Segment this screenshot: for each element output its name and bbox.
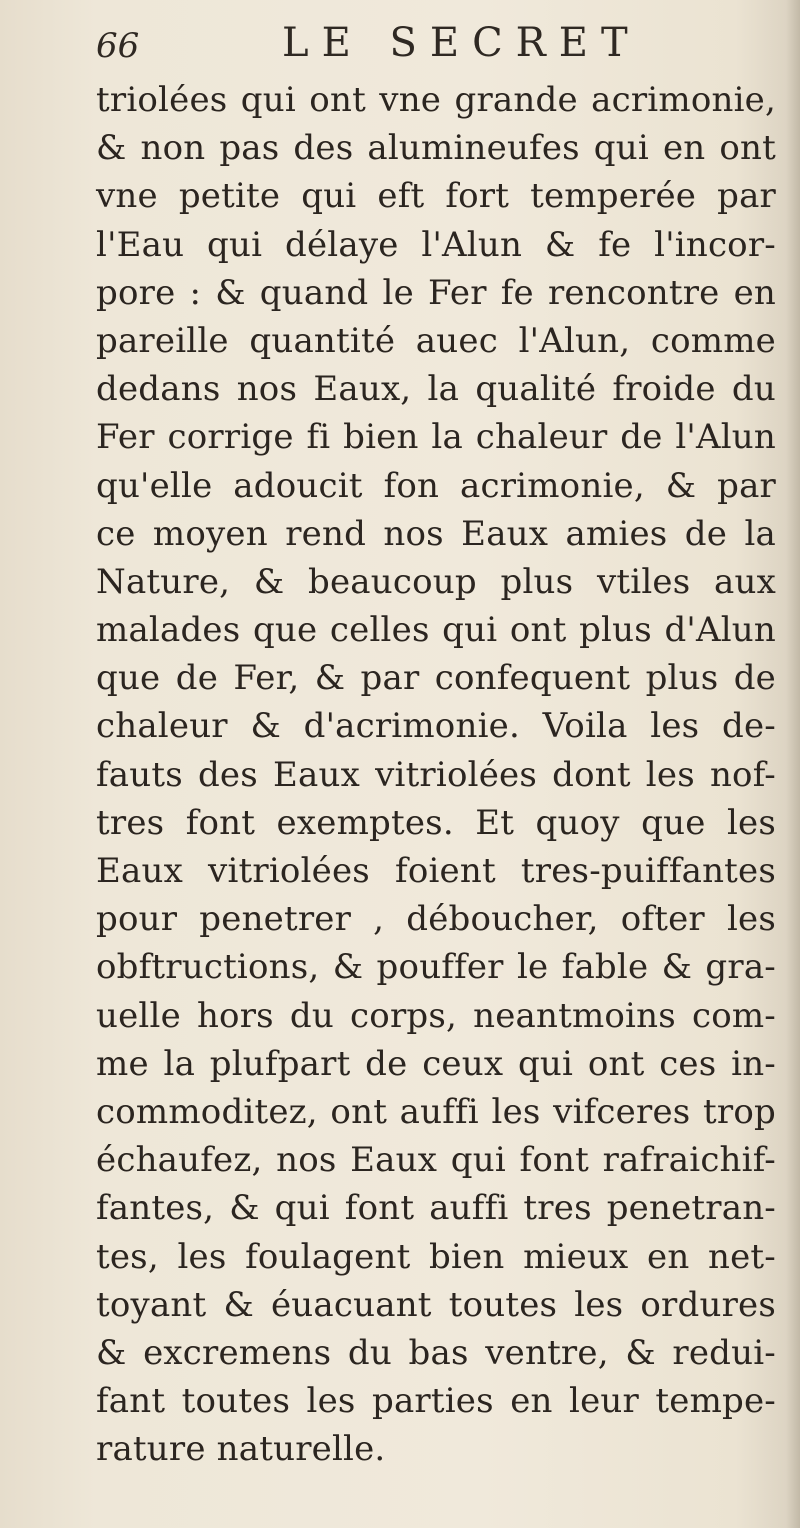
text-line: fantes, & qui font auffi tres penetran- xyxy=(96,1188,776,1229)
running-title: LE SECRET xyxy=(282,20,641,66)
text-line: Fer corrige fi bien la chaleur de l'Alun xyxy=(96,417,776,458)
text-line: pore : & quand le Fer fe rencontre en xyxy=(96,272,776,313)
text-line: fant toutes les parties en leur tempe- xyxy=(96,1381,776,1422)
text-line: me la plufpart de ceux qui ont ces in- xyxy=(96,1043,776,1084)
text-line: Eaux vitriolées foient tres-puiffantes xyxy=(96,851,776,891)
page-number: 66 xyxy=(96,26,140,66)
text-line: tres font exemptes. Et quoy que les xyxy=(96,802,776,843)
text-line: qu'elle adoucit fon acrimonie, & par xyxy=(96,465,776,506)
text-line: triolées qui ont vne grande acrimonie, xyxy=(96,80,776,120)
text-line: toyant & éuacuant toutes les ordures xyxy=(96,1284,776,1325)
body-text xyxy=(96,76,776,1473)
text-line: pareille quantité auec l'Alun, comme xyxy=(96,320,776,361)
text-line: & non pas des alumineufes qui en ont xyxy=(96,128,776,169)
text-line: fauts des Eaux vitriolées dont les nof- xyxy=(96,754,776,795)
page-header xyxy=(96,20,776,76)
text-line: ce moyen rend nos Eaux amies de la xyxy=(96,513,776,554)
text-line: rature naturelle. xyxy=(96,1429,386,1470)
text-line: pour penetrer , déboucher, ofter les xyxy=(96,899,776,940)
text-line: l'Eau qui délaye l'Alun & fe l'incor- xyxy=(96,224,776,265)
text-line: dedans nos Eaux, la qualité froide du xyxy=(96,369,776,410)
text-line: vne petite qui eft fort temperée par xyxy=(96,176,776,217)
text-line: malades que celles qui ont plus d'Alun xyxy=(96,610,776,651)
text-line: obftructions, & pouffer le fable & gra- xyxy=(96,947,776,988)
text-line: que de Fer, & par confequent plus de xyxy=(96,658,776,699)
page-edge-shadow xyxy=(786,0,800,1528)
text-line: commoditez, ont auffi les vifceres trop xyxy=(96,1091,776,1132)
text-line: échaufez, nos Eaux qui font rafraichif- xyxy=(96,1140,776,1181)
text-line: chaleur & d'acrimonie. Voila les de- xyxy=(96,706,776,747)
text-line: tes, les foulagent bien mieux en net- xyxy=(96,1236,776,1277)
text-line: uelle hors du corps, neantmoins com- xyxy=(96,995,776,1036)
text-line: Nature, & beaucoup plus vtiles aux xyxy=(96,561,776,602)
text-line: & excremens du bas ventre, & redui- xyxy=(96,1332,776,1373)
